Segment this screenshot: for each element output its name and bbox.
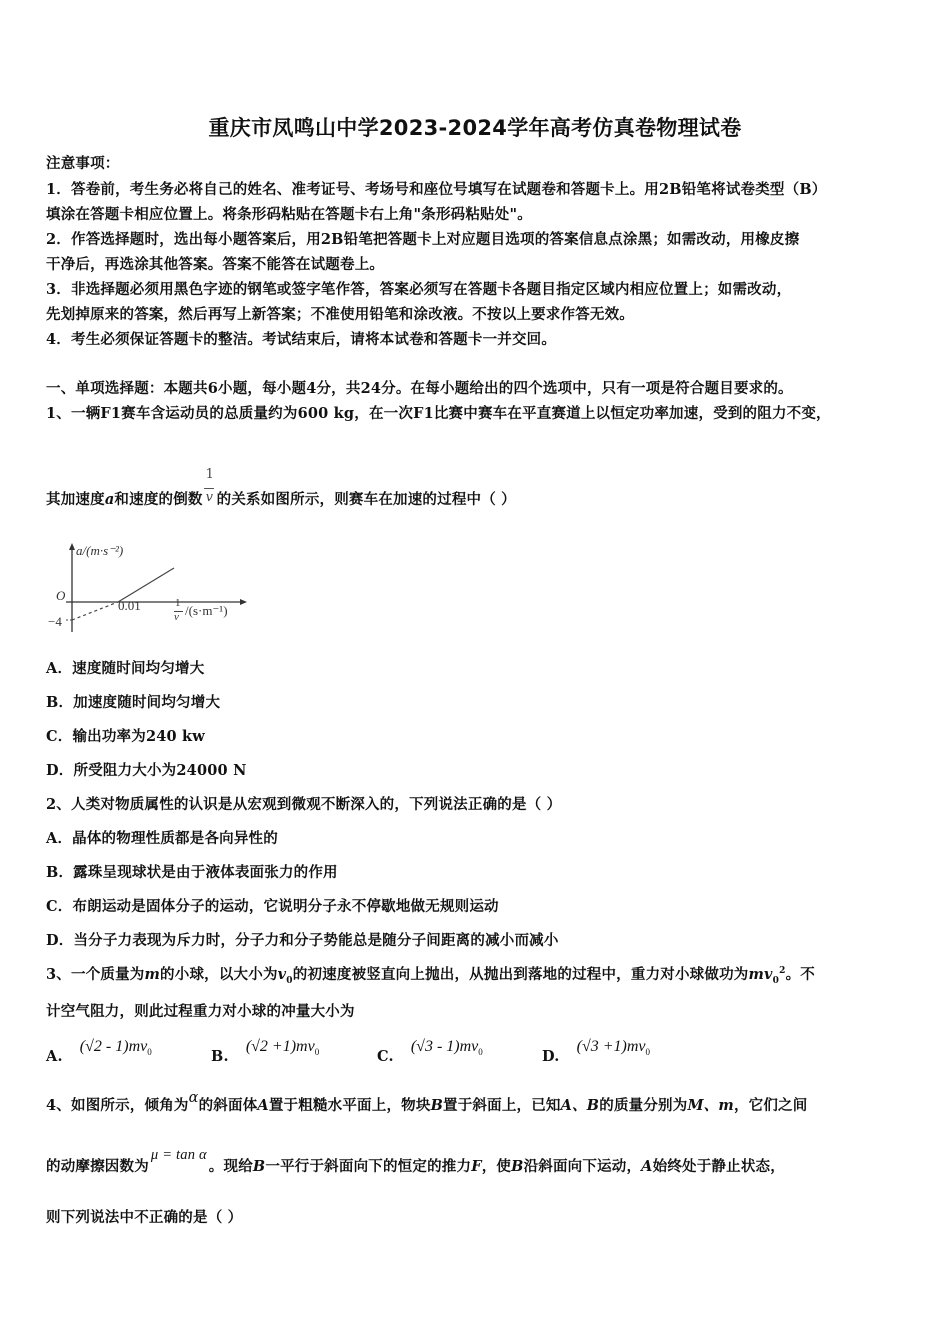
q1-option-b[interactable]: B．加速度随时间均匀增大 xyxy=(46,694,221,711)
q3-option-c[interactable]: C. $(√3 - 1)mv_0$ xyxy=(377,1038,483,1065)
x-axis-label-unit: /(s·m⁻¹) xyxy=(185,603,228,618)
inverse-velocity-fraction: $\frac{1}{v}$ xyxy=(205,467,215,505)
x-axis-arrow xyxy=(240,599,247,605)
q1-stem-line-1: 1、一辆F1赛车含运动员的总质量约为600 kg，在一次F1比赛中赛车在平直赛道上以恒定功率加速，受到的阻力不变， xyxy=(46,405,831,422)
x-intercept-label: 0.01 xyxy=(118,598,141,613)
q2-stem: 2、人类对物质属性的认识是从宏观到微观不断深入的，下列说法正确的是（ ） xyxy=(46,796,562,813)
y-intercept-label: −4 xyxy=(48,614,62,629)
q2-option-c[interactable]: C．布朗运动是固体分子的运动，它说明分子永不停歇地做无规则运动 xyxy=(46,898,499,915)
q4-stem-line-3: 则下列说法中不正确的是（ ） xyxy=(46,1209,243,1226)
q2-option-a[interactable]: A．晶体的物理性质都是各向异性的 xyxy=(46,830,278,847)
q3-stem-line-1: 3、一个质量为m的小球，以大小为$v_0$的初速度被竖直向上抛出，从抛出到落地的过程中，重力对小球做功为$mv_0^2$。不 xyxy=(46,966,815,986)
q2-option-d[interactable]: D．当分子力表现为斥力时，分子力和分子势能总是随分子间距离的减小而减小 xyxy=(46,932,559,949)
q3-option-d[interactable]: D. $(√3 +1)mv_0$ xyxy=(542,1038,650,1065)
section-heading: 一、单项选择题：本题共6小题，每小题4分，共24分。在每小题给出的四个选项中，只有一项是符合题目要求的。 xyxy=(46,380,793,397)
page-title: 重庆市凤鸣山中学2023-2024学年高考仿真卷物理试卷 xyxy=(208,116,742,140)
q3-stem-line-2: 计空气阻力，则此过程重力对小球的冲量大小为 xyxy=(46,1003,355,1020)
notice-line-1: 1．答卷前，考生务必将自己的姓名、准考证号、考场号和座位号填写在试题卷和答题卡上。用2B铅笔将试卷类型（B） xyxy=(46,181,827,198)
y-axis-label: a/(m·s⁻²) xyxy=(76,543,124,558)
notice-line-7: 4．考生必须保证答题卡的整洁。考试结束后，请将本试卷和答题卡一并交回。 xyxy=(46,331,557,348)
notice-line-6: 先划掉原来的答案，然后再写上新答案；不准使用铅笔和涂改液。不按以上要求作答无效。 xyxy=(46,306,634,323)
data-line xyxy=(118,568,174,602)
q1-option-c[interactable]: C．输出功率为240 kw xyxy=(46,728,205,745)
q1-option-d[interactable]: D．所受阻力大小为24000 N xyxy=(46,762,247,779)
x-axis-label-den: v xyxy=(174,611,179,623)
q3-option-a[interactable]: A. $(√2 - 1)mv_0$ xyxy=(46,1038,152,1065)
q3-option-b[interactable]: B. $(√2 +1)mv_0$ xyxy=(211,1038,320,1065)
notice-line-5: 3．非选择题必须用黑色字迹的钢笔或签字笔作答，答案必须写在答题卡各题目指定区域内相应位置上；如需改动， xyxy=(46,281,792,298)
a-vs-inverse-v-graph xyxy=(44,540,254,640)
q1-stem-line-2: 其加速度a和速度的倒数 $\frac{1}{v}$ 的关系如图所示，则赛车在加速的过程中（ ） xyxy=(46,467,516,508)
extrapolated-line xyxy=(72,602,118,620)
q1-option-a[interactable]: A．速度随时间均匀增大 xyxy=(46,660,205,677)
q4-stem-line-2: 的动摩擦因数为μ = tan α。现给B一平行于斜面向下的恒定的推力F，使B沿斜面向下运动，A始终处于静止状态， xyxy=(46,1147,785,1175)
notice-heading: 注意事项： xyxy=(46,155,120,172)
q4-stem-line-1: 4、如图所示，倾角为α的斜面体A置于粗糙水平面上，物块B置于斜面上，已知A、B的质量分别为M、m，它们之间 xyxy=(46,1090,808,1114)
x-axis-label-num: 1 xyxy=(175,597,181,609)
notice-line-2: 填涂在答题卡相应位置上。将条形码粘贴在答题卡右上角"条形码粘贴处"。 xyxy=(46,206,532,223)
origin-label: O xyxy=(56,588,66,603)
y-axis-arrow xyxy=(69,543,75,550)
q2-option-b[interactable]: B．露珠呈现球状是由于液体表面张力的作用 xyxy=(46,864,338,881)
notice-line-4: 干净后，再选涂其他答案。答案不能答在试题卷上。 xyxy=(46,256,385,273)
notice-line-3: 2．作答选择题时，选出每小题答案后，用2B铅笔把答题卡上对应题目选项的答案信息点涂黑；如需改动，用橡皮擦 xyxy=(46,231,800,248)
